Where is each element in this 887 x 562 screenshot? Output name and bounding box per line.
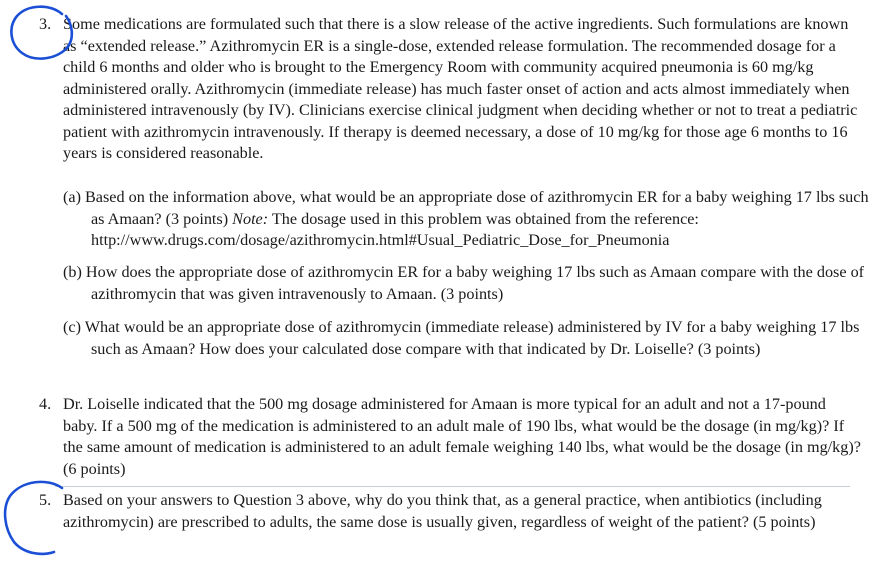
question-number: 3.: [39, 15, 52, 33]
question-text: Dr. Loiselle indicated that the 500 mg dosage administered for Amaan is more typical for an adult and not a 17-pound baby. If a 500 mg of the medication is administered to an adult male of 190 lbs, what would be the dosage (in mg/kg)? If the same amount of medication is administered to an adult female weighing 140 lbs, what would be the dosage (in mg/kg)? (6 points): [63, 395, 861, 478]
part-text: (a) Based on the information above, what would be an appropriate dose of azithromycin ER for a baby weighing 17 lbs such as Amaan? (3 points): [63, 188, 869, 228]
ink-circle-question-5: [5, 482, 62, 554]
reference-url: http://www.drugs.com/dosage/azithromycin.html#Usual_Pediatric_Dose_for_Pneumonia: [91, 231, 670, 249]
divider: [55, 486, 850, 487]
question-3a: [63, 187, 886, 252]
question-number: 5.: [39, 491, 52, 509]
note-text: The dosage used in this problem was obtained from the reference:: [271, 209, 699, 228]
part-text: (c) What would be an appropriate dose of azithromycin (immediate release) administered by IV for a baby weighing 17 lbs such as Amaan? How does your calculated dose compare with that indicated by Dr. Loiselle? (3 points): [63, 318, 860, 358]
question-text: Some medications are formulated such that there is a slow release of the active ingredients. Such formulations are known as “extended release.” Azithromycin ER is a single-dose, extended release formulation. The recommended dosage for a child 6 months and older who is brought to the Emergency Room with community acquired pneumonia is 60 mg/kg administered orally. Azithromycin (immediate release) has much faster onset of action and acts almost immediately when administered intravenously (by IV). Clinicians exercise clinical judgment when deciding whether or not to treat a pediatric patient with azithromycin intravenously. If therapy is deemed necessary, a dose of 10 mg/kg for those age 6 months to 16 years is considered reasonable.: [63, 15, 858, 162]
part-text: (b) How does the appropriate dose of azithromycin ER for a baby weighing 17 lbs such as Amaan compare with the dose of azithromycin that was given intravenously to Amaan. (3 points): [63, 263, 865, 303]
question-3c: [63, 317, 886, 360]
question-3: [39, 14, 863, 165]
question-3b: [63, 262, 886, 305]
note-label: Note:: [232, 209, 269, 228]
question-number: 4.: [39, 395, 52, 413]
question-text: Based on your answers to Question 3 above, why do you think that, as a general practice, when antibiotics (including azithromycin) are prescribed to adults, the same dose is usually given, regardless of weight of the patient? (5 points): [63, 491, 822, 531]
question-5: [39, 490, 863, 533]
question-4: [39, 394, 863, 480]
